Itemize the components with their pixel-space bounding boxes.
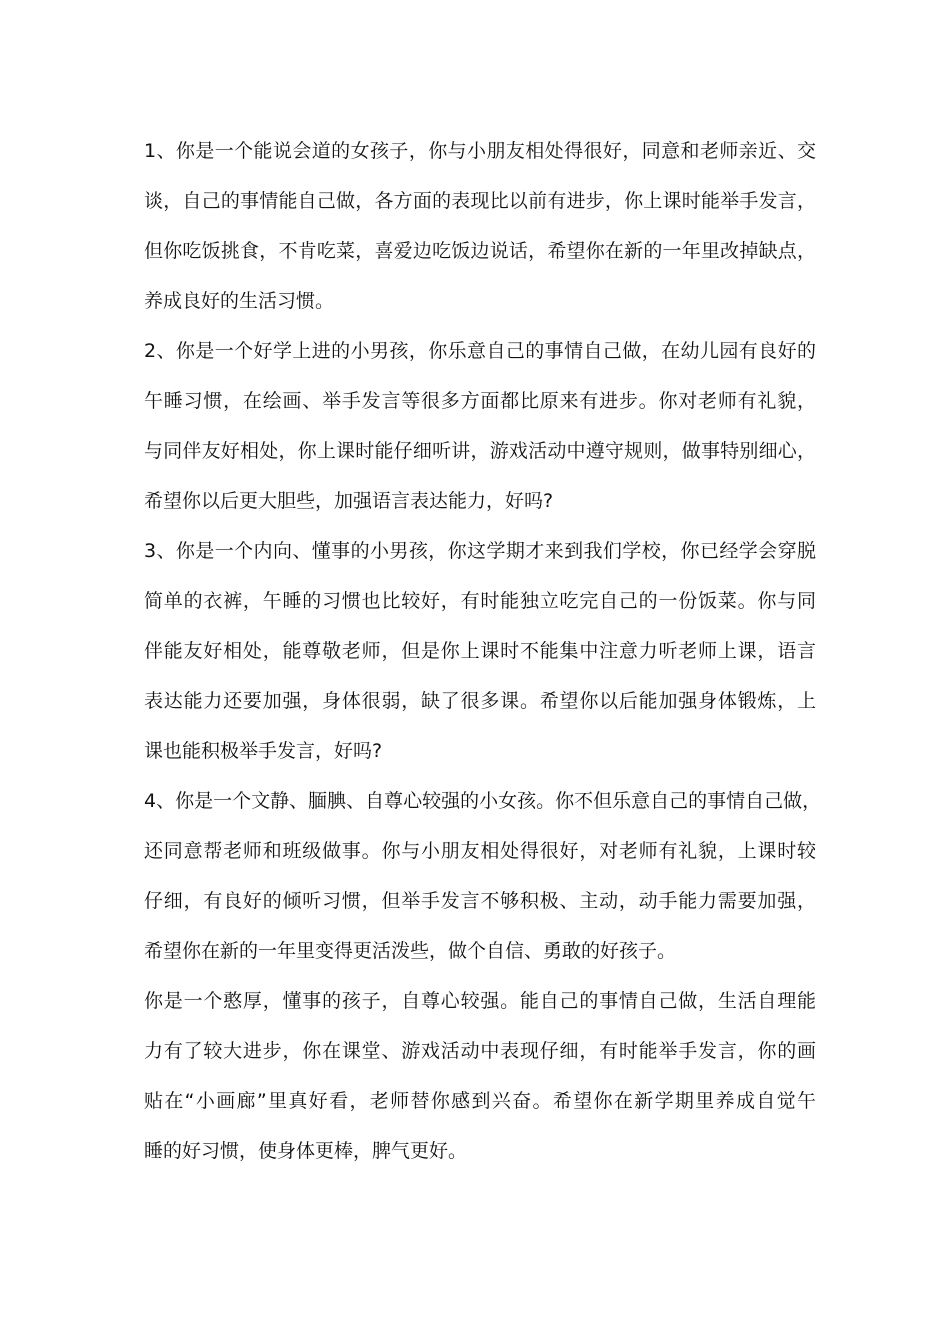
paragraph-line: 表达能力还要加强，身体很弱，缺了很多课。希望你以后能加强身体锻炼，上: [144, 690, 816, 712]
paragraph-line: 课也能积极举手发言，好吗?: [144, 740, 383, 762]
paragraph-line: 养成良好的生活习惯。: [144, 290, 335, 312]
paragraph-line: 还同意帮老师和班级做事。你与小朋友相处得很好，对老师有礼貌，上课时较: [144, 840, 816, 862]
paragraph-line: 午睡习惯，在绘画、举手发言等很多方面都比原来有进步。你对老师有礼貌，: [144, 390, 816, 412]
paragraph-line: 3、你是一个内向、懂事的小男孩，你这学期才来到我们学校，你已经学会穿脱: [144, 540, 816, 562]
comment-paragraph-4: [144, 776, 822, 976]
paragraph-line: 谈，自己的事情能自己做，各方面的表现比以前有进步，你上课时能举手发言，: [144, 190, 816, 212]
paragraph-line: 仔细，有良好的倾听习惯，但举手发言不够积极、主动，动手能力需要加强，: [144, 890, 816, 912]
comment-paragraph-5: [144, 976, 816, 1176]
paragraph-line: 但你吃饭挑食，不肯吃菜，喜爱边吃饭边说话，希望你在新的一年里改掉缺点，: [144, 240, 816, 262]
paragraph-line: 4、你是一个文静、腼腆、自尊心较强的小女孩。你不但乐意自己的事情自己做，: [144, 790, 822, 812]
paragraph-line: 简单的衣裤，午睡的习惯也比较好，有时能独立吃完自己的一份饭菜。你与同: [144, 590, 816, 612]
paragraph-line: 贴在“小画廊”里真好看，老师替你感到兴奋。希望你在新学期里养成自觉午: [144, 1090, 816, 1112]
paragraph-line: 希望你以后更大胆些，加强语言表达能力，好吗?: [144, 490, 554, 512]
paragraph-line: 睡的好习惯，使身体更棒，脾气更好。: [144, 1140, 468, 1162]
comment-paragraph-3: [144, 526, 816, 776]
paragraph-line: 你是一个憨厚，懂事的孩子，自尊心较强。能自己的事情自己做，生活自理能: [144, 990, 816, 1012]
paragraph-line: 1、你是一个能说会道的女孩子，你与小朋友相处得很好，同意和老师亲近、交: [144, 140, 816, 162]
paragraph-line: 与同伴友好相处，你上课时能仔细听讲，游戏活动中遵守规则，做事特别细心，: [144, 440, 816, 462]
paragraph-line: 希望你在新的一年里变得更活泼些，做个自信、勇敢的好孩子。: [144, 940, 677, 962]
paragraph-line: 2、你是一个好学上进的小男孩，你乐意自己的事情自己做，在幼儿园有良好的: [144, 340, 816, 362]
paragraph-line: 力有了较大进步，你在课堂、游戏活动中表现仔细，有时能举手发言，你的画: [144, 1040, 816, 1062]
document-body: [144, 126, 822, 1176]
paragraph-line: 伴能友好相处，能尊敬老师，但是你上课时不能集中注意力听老师上课，语言: [144, 640, 816, 662]
comment-paragraph-1: [144, 126, 816, 326]
comment-paragraph-2: [144, 326, 816, 526]
